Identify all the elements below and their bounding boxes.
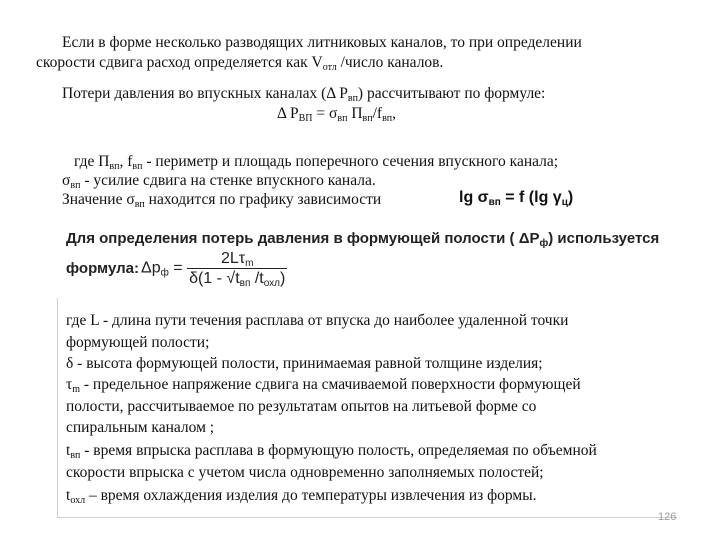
definition-tau: $\tau_m$ - предельное напряжение сдвига на смачиваемой поверхности формующей — [66, 376, 581, 395]
definition-tau-cont-1: полости, рассчитываемое по результатам опытов на литьевой форме со — [66, 398, 537, 415]
definition-t-cool: $t_{охл}$ – время охлаждения изделия до температуры извлечения из формы. — [66, 487, 537, 506]
definition-shear-force: $\sigma_{вп}$ - усилие сдвига на стенке впускного канала. — [62, 172, 376, 191]
definition-L-cont: формующей полости; — [66, 334, 210, 351]
fraction-numerator: $2L\tau_m$ — [220, 250, 254, 269]
paragraph-1-line-2: скорости сдвига расход определяется как $V_{отл}$ /число каналов. — [36, 54, 444, 73]
definition-value-from-graph: Значение $\sigma_{вп}$ находится по графику зависимости — [62, 191, 382, 210]
definition-tau-cont-2: спиральным каналом ; — [66, 419, 215, 436]
formula-label: формула: — [66, 260, 139, 277]
horizontal-rule — [57, 517, 677, 518]
definition-delta: δ - высота формующей полости, принимаемая равной толщине изделия; — [66, 355, 543, 372]
paragraph-2-line: Потери давления во впускных каналах (Δ $P_{вп}$) рассчитывают по формуле: — [62, 85, 546, 104]
paragraph-1-line-1: Если в форме несколько разводящих литниковых каналов, то при определении — [62, 34, 582, 51]
definition-L: где L - длина пути течения расплава от впуска до наиболее удаленной точки — [66, 312, 569, 329]
formula-cavity-pressure-loss: $\Delta p_ф$ = $\frac{2L\tau_m}{\delta(1 - √t_{вп} /t_{охл})}$ — [141, 250, 286, 289]
cavity-loss-intro: Для определения потерь давления в формующей полости ( $\Delta P_ф$) используется — [66, 230, 660, 249]
fraction-denominator: $\delta(1 - √t_{вп}$ $/t_{охл}$) — [189, 270, 286, 289]
vertical-rule — [57, 298, 58, 518]
definition-t-inj: $t_{вп}$ - время впрыска расплава в формующую полость, определяемая по объемной — [66, 442, 597, 461]
definition-t-inj-cont: скорости впрыска с учетом числа одновременно заполняемых полостей; — [66, 464, 544, 481]
fraction — [187, 249, 287, 288]
formula-pressure-loss-inlet: Δ $P_{ВП} = \sigma_{вп}$ $П_{вп}/f_{вп}$, — [277, 105, 397, 124]
page-number: 126 — [658, 511, 677, 523]
formula-lg-dependency: $\lg \sigma_{вп} = f$ (lg $\gamma_ц$) — [459, 189, 574, 208]
definition-perimeter-area: где $П_{вп}$, $f_{вп}$ - периметр и площадь поперечного сечения впускного канала; — [74, 153, 559, 172]
